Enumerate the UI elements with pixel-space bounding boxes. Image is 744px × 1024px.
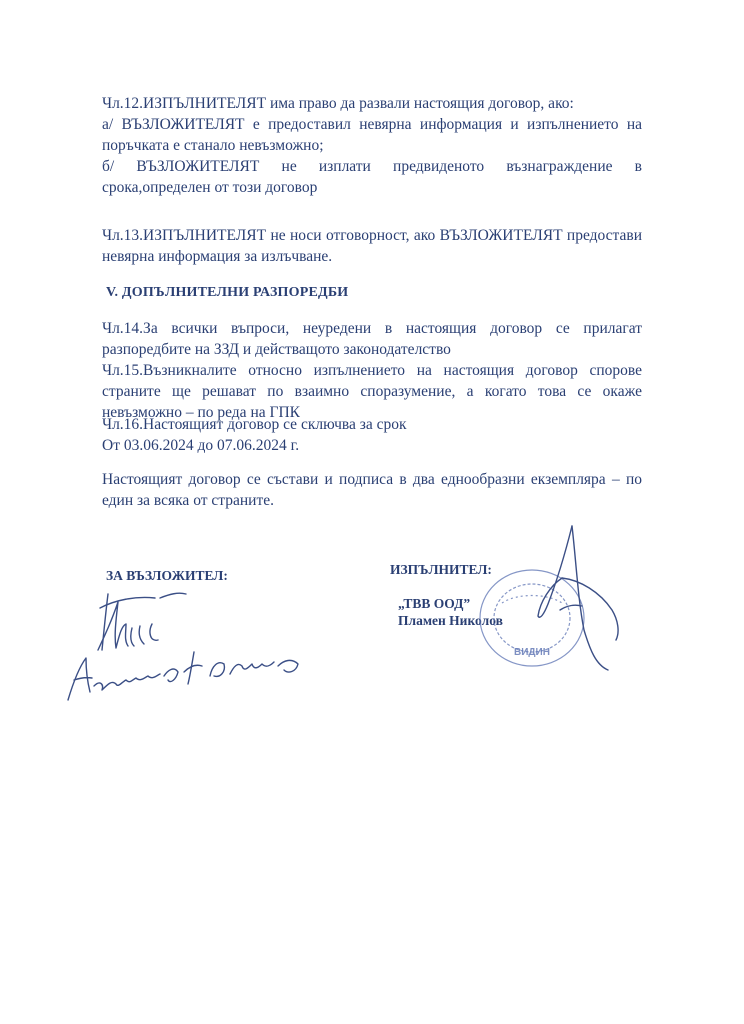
article-16-term: От 03.06.2024 до 07.06.2024 г. (102, 437, 300, 454)
contractor-company: „ТВВ ООД” (398, 596, 471, 611)
contractor-label: ИЗПЪЛНИТЕЛ: (390, 562, 492, 577)
closing-paragraph: Настоящият договор се състави и подписа в два еднообразни екземпляра – по един за всяка от страните. (102, 471, 642, 509)
client-label: ЗА ВЪЗЛОЖИТЕЛ: (106, 568, 228, 583)
article-15: Чл.15.Възникналите относно изпълнението на настоящия договор спорове страните ще решават по взаимно споразумение, а когато това се окаже невъзможно – по реда на ГПК (102, 362, 642, 421)
article-12-intro: Чл.12.ИЗПЪЛНИТЕЛЯТ има право да развали настоящия договор, ако: (102, 95, 574, 112)
contractor-signature (500, 520, 640, 675)
article-14: Чл.14.За всички въпроси, неуредени в настоящия договор се прилагат разпоредбите на ЗЗД и действащото законодателство (102, 320, 642, 358)
contractor-person: Пламен Николов (398, 613, 503, 628)
article-12-point-a: а/ ВЪЗЛОЖИТЕЛЯТ е предоставил невярна информация и изпълнението на поръчката е станало невъзможно; (102, 116, 642, 154)
article-12 (102, 93, 642, 198)
article-12-point-b: б/ ВЪЗЛОЖИТЕЛЯТ не изплати предвиденото възнаграждение в срока,определен от този договор (102, 158, 642, 196)
section-heading: V. ДОПЪЛНИТЕЛНИ РАЗПОРЕДБИ (106, 285, 349, 300)
client-signature (60, 580, 320, 715)
article-16: Чл.16.Настоящият договор се сключва за срок (102, 416, 407, 433)
article-13: Чл.13.ИЗПЪЛНИТЕЛЯТ не носи отговорност, ако ВЪЗЛОЖИТЕЛЯТ предостави невярна информация за излъчване. (102, 227, 642, 265)
stamp-text: ВИДИН (514, 647, 550, 658)
